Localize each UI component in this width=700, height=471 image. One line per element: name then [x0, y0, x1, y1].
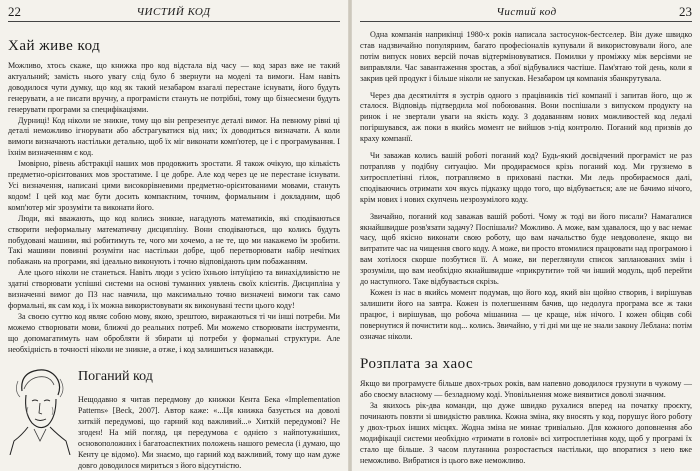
paragraph: За якихось рік-два команди, що дуже швидко рухалися вперед на початку проєкту, починають повзти зі швидкістю равлика. Кожна зміна, яку вносять у код, порушує його роботу у двох-трьох інших місцях. Жодна зміна не минає тривіально. Для кожного доповнення або модифікації системи необхідно «тримати в голові» всі хитросплетіння коду, щоб у програмі їх стало ще більше. З часом плутанина розростається настільки, що впоратися з нею вже неможливо. Вибратися із цього вже неможливо.: [360, 401, 692, 465]
paragraph: За своєю суттю код являє собою мову, якою, зрештою, виражаються ті чи інші потреби. Ми можемо створювати мови, ближчі до реальних потреб. Ми можемо створювати інструменти, що допомагатимуть нам обробляти й збирати ці потреби у формальні структури. Але необхідність в точності ніколи не зникне, а отже, і код залишиться назавжди.: [8, 311, 340, 354]
paragraph: Дурниці! Код ніколи не зникне, тому що він репрезентує деталі вимог. На певному рівні ці деталі неможливо ігнорувати або абстрагуватися від них; їх доводиться визначати. А коли вимоги визначають настільки детально, щоб їх міг виконати комп'ютер, це і є програмування. І їхнім визначенням є код.: [8, 115, 340, 158]
left-page-header: [8, 4, 340, 20]
paragraph: Звичайно, поганий код заважав вашій роботі. Чому ж тоді ви його писали? Намагалися якнайшвидше розв'язати задачу? Поспішали? Можливо. А може, вам здавалося, що у вас немає часу, щоб якісно виконати свою роботу, що вам начальство буде невдоволене, якщо ви витратите час на чищення свого коду. А може, ви просто втомилися працювати над програмою і вам хотілося скорше позбутися її. А може, ви переглянули список запланованих змін і зрозуміли, що вам необхідно якнайшвидше «прикрутити» той чи інший модуль, щоб перейти до наступного. Таке відбувається скрізь.: [360, 211, 692, 287]
paragraph: Через два десятиліття я зустрів одного з працівників тієї компанії і запитав його, що ж сталося. Відповідь підтвердила мої побоювання. Вони поспішали з випуском продукту на ринок і не звертали уваги на якість коду. З додаванням нових можливостей код ледалі погіршувався, аж поки в якийсь момент не вийшов з-під контролю. Поганий код призвів до краху компанії.: [360, 90, 692, 144]
section-heading: Розплата за хаос: [360, 356, 474, 373]
right-page: [352, 0, 700, 471]
sidebox: [8, 361, 340, 471]
paragraph: Якщо ви програмуєте більше двох-трьох років, вам напевно доводилося грузнути в чужому — або своєму власному — безладному коді. Уповільнення може виявитися доволі значним.: [360, 379, 692, 400]
running-title: Чистий код: [496, 6, 557, 18]
right-page-header: [360, 4, 692, 20]
portrait-illustration: [8, 361, 72, 455]
paragraph: Чи заважав колись вашій роботі поганий код? Будь-який досвідчений програміст не раз потрапляв у подібну ситуацію. Ми продираємося крізь поганий код. Ми грузнемо в хитросплетінні гілок, потрапляємо в приховані пастки. Ми ледь пробираємося далі, сподіваючись отримати хоч якусь підказку щодо того, що відбувається; але не бачимо нічого, крім нових і нових скупчень незрозумілого коду.: [360, 151, 692, 204]
section-heading: Хай живе код: [8, 38, 101, 54]
header-rule: [360, 21, 692, 22]
left-page-content: [8, 24, 340, 471]
paragraph: Імовірно, рівень абстракції наших мов продовжить зростати. Я також очікую, що кількість предметно-орієнтованих мов зростатиме. І це добре. Але код через це не перестане існувати. Усі визначення, написані цими високорівневими предметно-орієнтованими мовами, стануть кодом! І цей код має бути досить компактним, точним, формальним і докладним, щоб комп'ютер міг зрозуміти та виконати його.: [8, 159, 340, 212]
sidebox-paragraph: Нещодавно я читав передмову до книжки Кента Бека «Implementation Patterns» [Beck, 2007]. Автор каже: «...Ця книжка базується на доволі хиткій передумові, що гарний код важливий...» Хиткій передумові? Не згоден! На мій погляд, ця передумова є однією з найпотужніших, основоположних і багатоаспектних положень нашого ремесла (і думаю, що Кенту це відомо). Ми знаємо, що гарний код важливий, тому що нам дуже довго доводилося мириться з його відсутністю.: [78, 395, 340, 470]
sidebox-text: [78, 361, 340, 471]
paragraph: Але цього ніколи не станеться. Навіть люди з усією їхньою інтуїцією та винахідливістю не здатні створювати успішні системи на основі туманних уявлень своїх клієнтів. Дисципліна у визначенні вимог до ПЗ нас навчила, що максимально точно визначені вимоги так само формальні, як сам код, і їх можна використовувати як виконувані тести цього коду!: [8, 268, 340, 310]
paragraph: Кожен із нас в якийсь момент подумав, що його код, який він щойно створив, і вирішував залишити його на завтра. Кожен із полегшенням бачив, що недолуга програма все ж таки працює, і вирішував, що робоча мішанина — це краще, ніж нічого. І кожен обіцяв собі повернутися й почистити код... колись. Звичайно, у ті дні ми ще не знали закону Леблана: потім означає ніколи.: [360, 287, 692, 341]
page-number: 22: [8, 4, 21, 19]
paragraph: Одна компанія наприкінці 1980-х років написала застосунок-бестселер. Він дуже швидко став надзвичайно популярним, багато професіоналів купували й використовували його, але потім випуск нових версій почав відтерміновуватися. Помилки у проміжку між версіями не виправляли. Час завантаження зростав, а збої відбувалися частіше. Пам'ятаю той день, коли я закрив цей продукт і більше ніколи не запускав. Незабаром ця компанія збанкрутувала.: [360, 30, 692, 83]
page-number: 23: [679, 4, 692, 19]
paragraph: Можливо, хтось скаже, що книжка про код відстала від часу — код зараз вже не такий актуальний; замість нього увагу слід було б звернути на моделі та вимоги. Нам навіть доводилося чути думку, що код як такий незабаром взагалі перестане існувати, його будуть генерувати, а не писати вручну, а програмісти стануть не потрібні, тому що бізнесмени будуть генерувати програми за специфікаціями.: [8, 61, 340, 114]
paragraph: Люди, які вважають, що код колись зникне, нагадують математиків, які сподіваються створити неформальну математичну дисципліну. Вони сподіваються, що колись будуть побудовані машини, які робитимуть те, чого ми хочемо, а не те, що ми накажемо їм зробити. Такі машини повинні розуміти нас настільки добре, щоб перетворювати набір нечітких побажань на програми, які ідеально виконують і точно відповідають цим побажанням.: [8, 213, 340, 267]
running-title: ЧИСТИЙ КОД: [136, 6, 211, 18]
left-page: [0, 0, 348, 471]
right-page-content: [360, 24, 692, 471]
sidebox-heading: Поганий код: [78, 369, 153, 385]
header-rule: [8, 21, 340, 22]
